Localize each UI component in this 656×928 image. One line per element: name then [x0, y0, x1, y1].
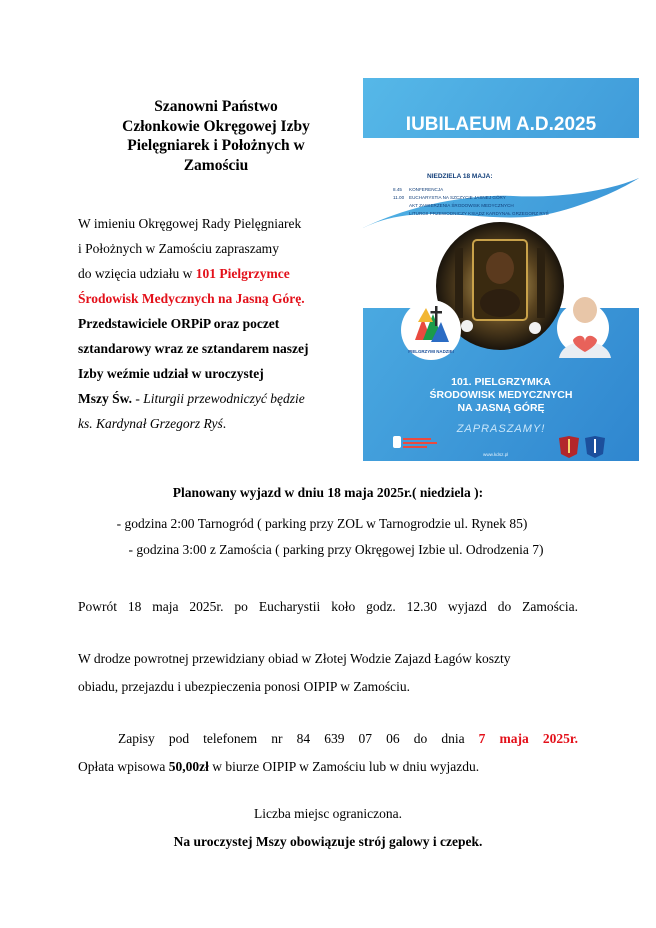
liturgy-text: Liturgii przewodniczyć będzie: [143, 391, 305, 406]
dress-code: Na uroczystej Mszy obowiązuje strój galowy i czepek.: [173, 834, 483, 849]
poster-event-line: NA JASNĄ GÓRĘ: [457, 402, 545, 414]
poster-schedule-item: KONFERENCJA: [409, 187, 444, 192]
greeting-line: Pielęgniarek i Położnych w: [127, 137, 305, 154]
dinner-line: obiadu, przejazdu i ubezpieczenia ponosi OIPIP w Zamościu.: [78, 679, 411, 694]
poster-schedule-item: AKT ZAWIERZENIA ŚRODOWISK MEDYCZNYCH: [409, 203, 514, 208]
pilgrimage-name: 101 Pielgrzymce: [195, 266, 290, 281]
intro-line: i Położnych w Zamościu zapraszamy: [78, 241, 279, 256]
fee-text: w biurze OIPIP w Zamościu lub w dniu wyjazdu.: [208, 759, 480, 774]
mass-label: Mszy Św.: [78, 391, 132, 406]
poster-schedule-time: 11.00: [393, 195, 405, 200]
poster-event-line: ŚRODOWISK MEDYCZNYCH: [429, 389, 573, 401]
poster-schedule-item: LITURGII PRZEWODNICZY KSIĄDZ KARDYNAŁ GRZEGORZ RYŚ: [409, 211, 549, 216]
trip-title: Planowany wyjazd w dniu 18 maja 2025r.( niedziela ):: [172, 485, 484, 500]
invitation-paragraph: [78, 211, 350, 436]
greeting-heading: [88, 97, 344, 175]
registration-line: [78, 725, 578, 753]
dash: -: [132, 391, 144, 406]
jubilee-logo: [401, 300, 461, 360]
poster-title: IUBILAEUM A.D.2025: [405, 114, 597, 135]
intro-line: Izby weźmie udział w uroczystej: [78, 366, 264, 381]
poster-date: NIEDZIELA 18 MAJA:: [427, 173, 493, 180]
intro-text: do wzięcia udziału w: [78, 266, 196, 281]
poster-invite: ZAPRASZAMY!: [456, 423, 546, 435]
pilgrimage-name-cont: Środowisk Medycznych na Jasną Górę.: [78, 291, 305, 306]
poster-schedule-time: 8.45: [393, 187, 402, 192]
fee-amount: 50,00zł: [168, 759, 209, 774]
departure-tarnogrod: - godzina 2:00 Tarnogród ( parking przy ZOL w Tarnogrodzie ul. Rynek 85): [116, 516, 528, 531]
greeting-line: Szanowni Państwo: [154, 98, 278, 115]
registration-info: [78, 725, 578, 781]
fee-line: [78, 753, 578, 781]
return-info: Powrót 18 maja 2025r. po Eucharystii koło godz. 12.30 wyjazd do Zamościa.: [78, 599, 578, 614]
fee-text: Opłata wpisowa: [78, 759, 169, 774]
phone-text: Zapisy pod telefonem nr 84 639 07 06 do dnia: [118, 731, 479, 746]
poster-event-line: 101. PIELGRZYMKA: [451, 376, 551, 388]
intro-line: [78, 261, 350, 286]
departure-zamosc: - godzina 3:00 z Zamościa ( parking przy Okręgowej Izbie ul. Odrodzenia 7): [128, 542, 544, 557]
greeting-line: Członkowie Okręgowej Izby: [122, 117, 310, 135]
cardinal-name: ks. Kardynał Grzegorz Ryś: [78, 416, 223, 431]
logo-caption: PIELGRZYMI NADZIEI: [408, 349, 454, 354]
intro-line: W imieniu Okręgowej Rady Pielęgniarek: [78, 216, 302, 231]
intro-line: Przedstawiciele ORPiP oraz poczet: [78, 316, 280, 331]
greeting-line: Zamościu: [183, 156, 249, 174]
pilgrimage-poster: [363, 78, 639, 461]
poster-schedule-item: EUCHARYSTIA NA SZCZYCIE JASNEJ GÓRY: [409, 195, 506, 200]
intro-line: [78, 386, 350, 411]
dinner-info: [78, 645, 578, 701]
intro-line: [78, 411, 350, 436]
limit-notice: Liczba miejsc ograniczona.: [253, 806, 403, 821]
period: .: [222, 416, 227, 431]
dinner-line: W drodze powrotnej przewidziany obiad w Złotej Wodzie Zajazd Łagów koszty: [78, 651, 511, 666]
poster-website: www.kdsz.pl: [483, 452, 509, 457]
intro-line: sztandarowy wraz ze sztandarem naszej: [78, 341, 309, 356]
registration-deadline: 7 maja 2025r.: [478, 731, 578, 746]
